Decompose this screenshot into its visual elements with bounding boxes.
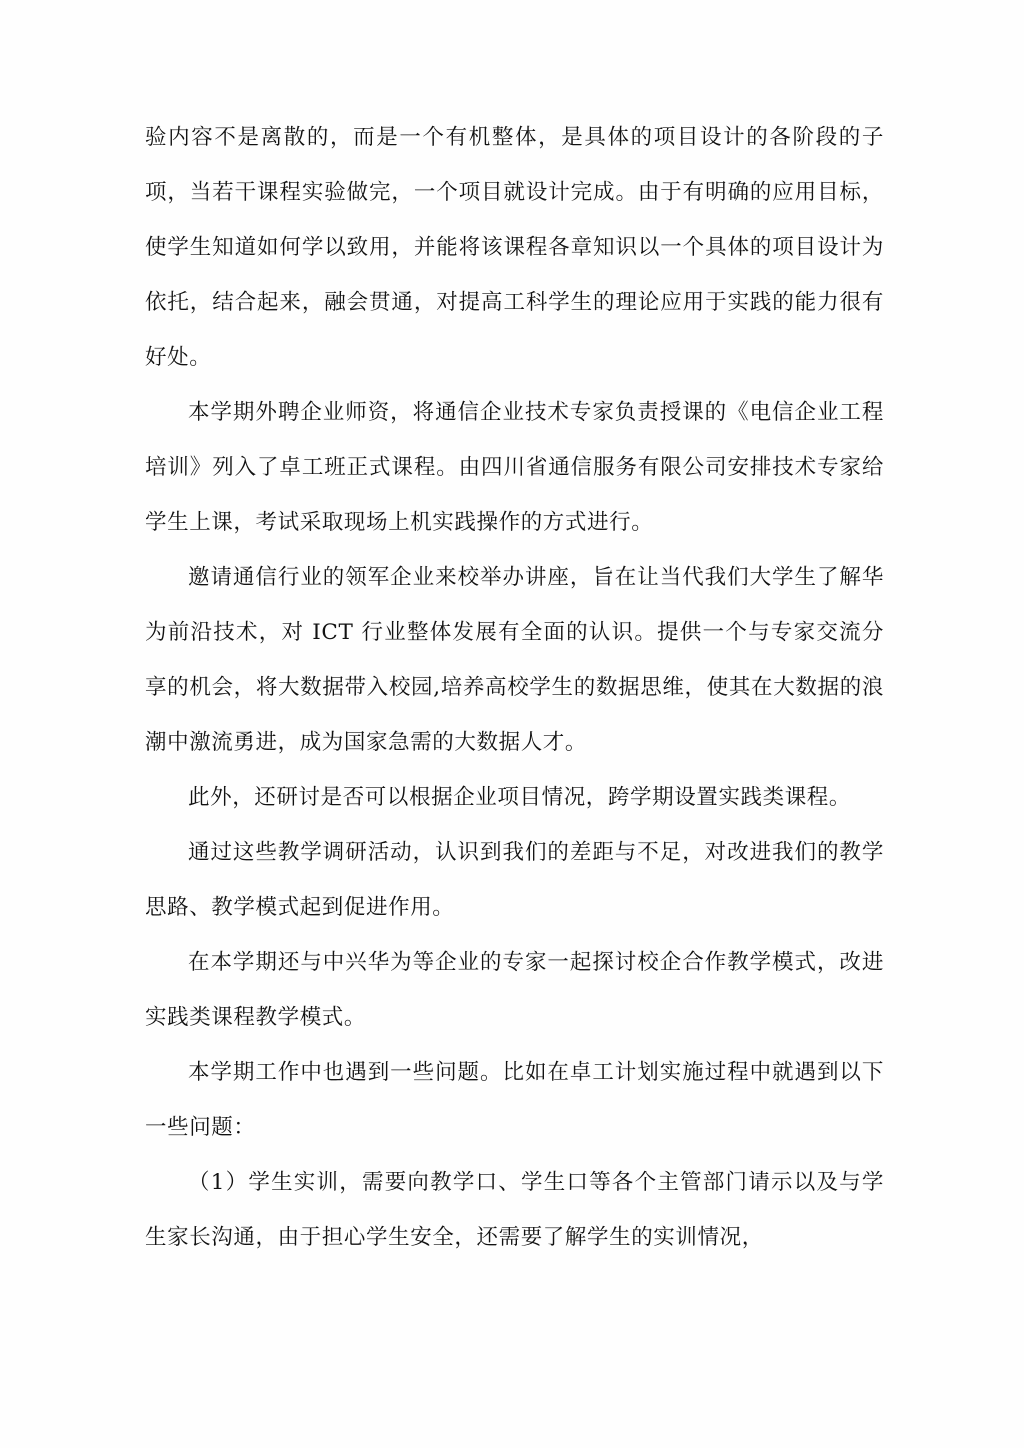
document-body: [145, 110, 884, 1265]
paragraph: 此外，还研讨是否可以根据企业项目情况，跨学期设置实践类课程。: [188, 785, 852, 810]
paragraph: 本学期外聘企业师资，将通信企业技术专家负责授课的《电信企业工程培训》列入了卓工班正式课程。由四川省通信服务有限公司安排技术专家给学生上课，考试采取现场上机实践操作的方式进行。: [145, 400, 884, 535]
paragraph: 本学期工作中也遇到一些问题。比如在卓工计划实施过程中就遇到以下一些问题：: [145, 1060, 884, 1140]
paragraph: 邀请通信行业的领军企业来校举办讲座，旨在让当代我们大学生了解华为前沿技术，对 ICT 行业整体发展有全面的认识。提供一个与专家交流分享的机会，将大数据带入校园,培养高校学生的数据思维，使其在大数据的浪潮中激流勇进，成为国家急需的大数据人才。: [145, 565, 884, 755]
paragraph: （1）学生实训，需要向教学口、学生口等各个主管部门请示以及与学生家长沟通，由于担心学生安全，还需要了解学生的实训情况，: [145, 1170, 884, 1250]
paragraph: 通过这些教学调研活动，认识到我们的差距与不足，对改进我们的教学思路、教学模式起到促进作用。: [145, 840, 884, 920]
paragraph: 在本学期还与中兴华为等企业的专家一起探讨校企合作教学模式，改进实践类课程教学模式。: [145, 950, 884, 1030]
paragraph: 验内容不是离散的，而是一个有机整体，是具体的项目设计的各阶段的子项，当若干课程实验做完，一个项目就设计完成。由于有明确的应用目标，使学生知道如何学以致用，并能将该课程各章知识以一个具体的项目设计为依托，结合起来，融会贯通，对提高工科学生的理论应用于实践的能力很有好处。: [145, 125, 884, 370]
